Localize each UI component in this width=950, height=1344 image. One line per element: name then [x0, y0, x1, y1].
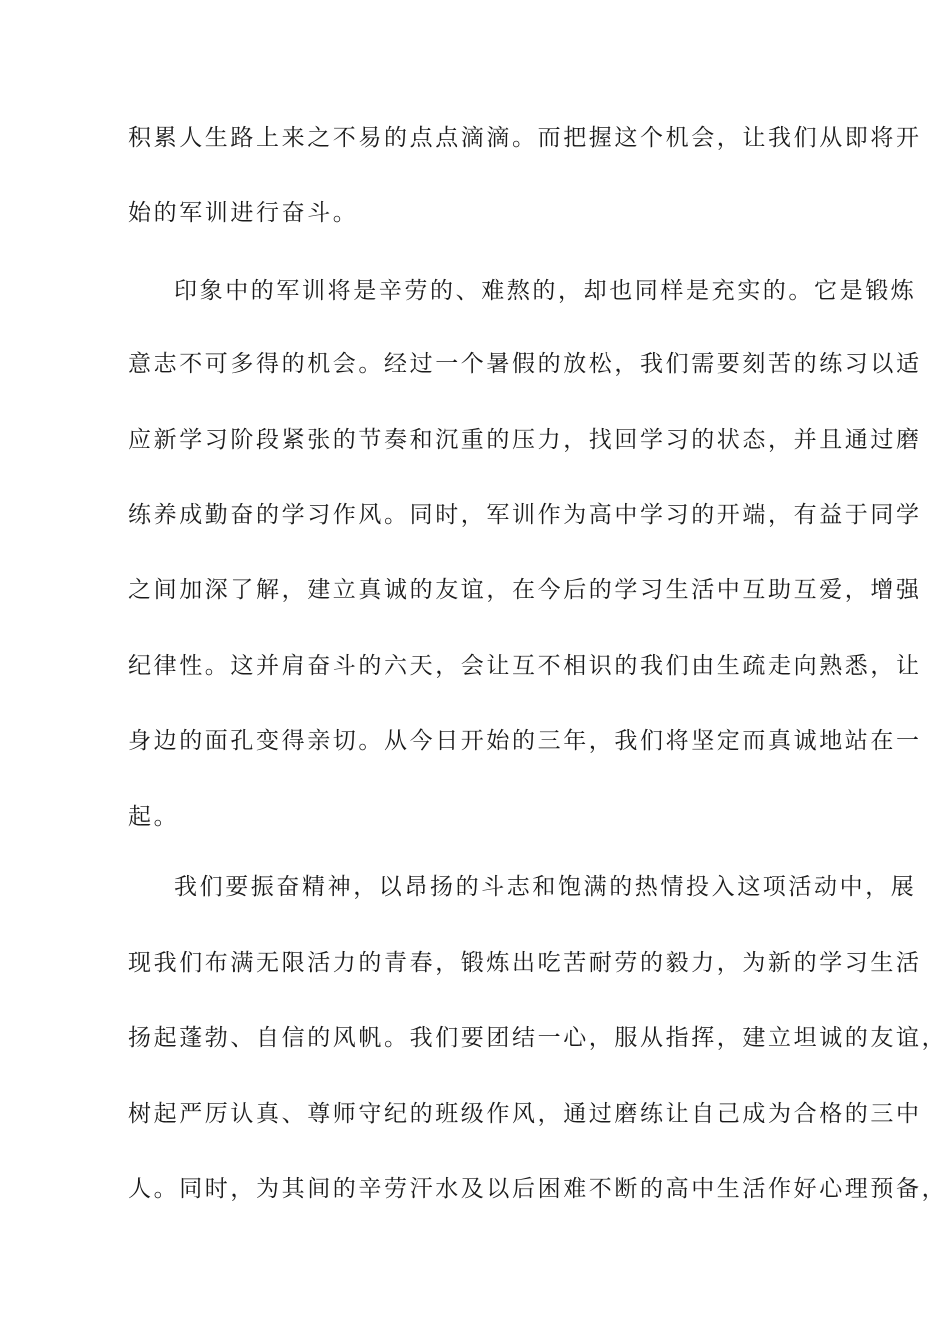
text-line-14: 树起严厉认真、尊师守纪的班级作风，通过磨练让自己成为合格的三中: [128, 1101, 922, 1127]
text-line-10: 起。: [128, 804, 180, 830]
text-line-7: 之间加深了解，建立真诚的友谊，在今后的学习生活中互助互爱，增强: [128, 577, 922, 603]
text-line-12: 现我们布满无限活力的青春，锻炼出吃苦耐劳的毅力，为新的学习生活: [128, 950, 922, 976]
text-line-5: 应新学习阶段紧张的节奏和沉重的压力，找回学习的状态，并且通过磨: [128, 427, 922, 453]
text-line-4: 意志不可多得的机会。经过一个暑假的放松，我们需要刻苦的练习以适: [128, 351, 922, 377]
text-line-13: 扬起蓬勃、自信的风帆。我们要团结一心，服从指挥，建立坦诚的友谊，: [128, 1025, 948, 1051]
text-line-6: 练养成勤奋的学习作风。同时，军训作为高中学习的开端，有益于同学: [128, 502, 922, 528]
text-line-8: 纪律性。这并肩奋斗的六天，会让互不相识的我们由生疏走向熟悉，让: [128, 653, 922, 679]
text-line-1: 积累人生路上来之不易的点点滴滴。而把握这个机会，让我们从即将开: [128, 125, 922, 151]
text-line-3: 印象中的军训将是辛劳的、难熬的，却也同样是充实的。它是锻炼: [174, 278, 917, 304]
text-line-9: 身边的面孔变得亲切。从今日开始的三年，我们将坚定而真诚地站在一: [128, 728, 922, 754]
text-line-11: 我们要振奋精神，以昂扬的斗志和饱满的热情投入这项活动中，展: [174, 874, 917, 900]
text-line-2: 始的军训进行奋斗。: [128, 200, 359, 226]
text-line-15: 人。同时，为其间的辛劳汗水及以后困难不断的高中生活作好心理预备，: [128, 1176, 948, 1202]
